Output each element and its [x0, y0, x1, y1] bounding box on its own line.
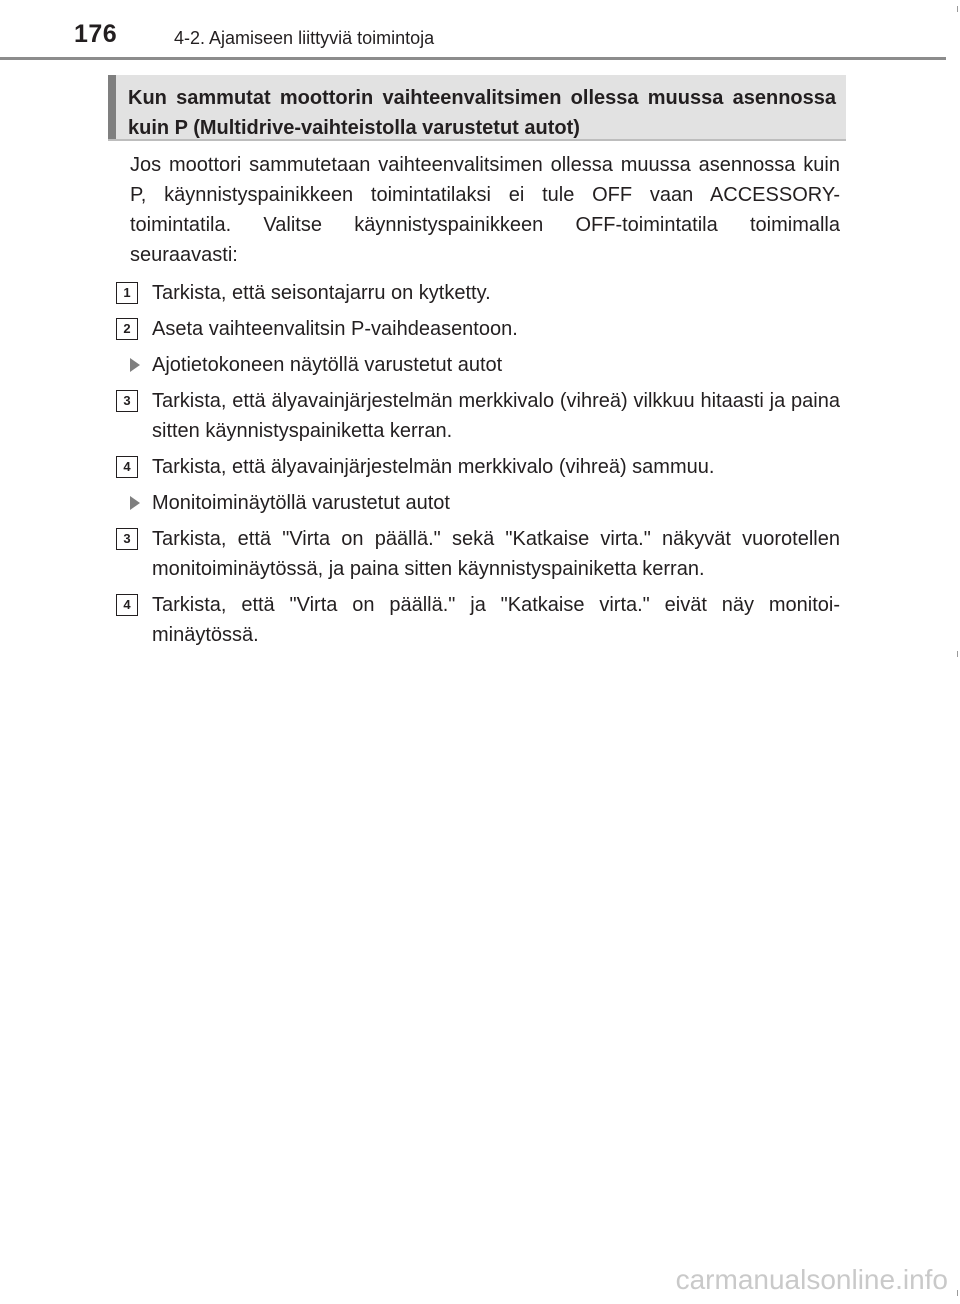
subheading-trip-computer	[130, 350, 840, 380]
step-number-badge: 3	[116, 528, 138, 550]
triangle-right-icon	[130, 358, 140, 372]
step-number-badge: 4	[116, 594, 138, 616]
section-heading	[108, 75, 846, 141]
subheading-text: Ajotietokoneen näytöllä varustetut autot	[152, 354, 503, 376]
step-number-badge: 3	[116, 390, 138, 412]
step-text: Tarkista, että älyavainjärjestelmän merkkivalo (vihreä) vilkkuu hitaasti ja paina sitten käynnistyspainiketta kerran.	[152, 390, 840, 442]
page-header	[0, 0, 960, 62]
page-number: 176	[74, 20, 118, 48]
header-rule	[0, 57, 946, 60]
section-heading-text: Kun sammutat moottorin vaihteenvalitsimen ollessa muussa asennossa kuin P (Multidrive-vaihteistolla varustetut autot)	[128, 87, 836, 139]
step-number-badge: 1	[116, 282, 138, 304]
heading-accent-bar	[108, 75, 116, 139]
main-content	[123, 150, 840, 656]
step-text: Aseta vaihteenvalitsin P-vaihdeasentoon.	[152, 318, 518, 340]
step-item	[123, 590, 840, 650]
step-item	[123, 452, 840, 482]
crop-mark	[957, 1290, 958, 1296]
intro-paragraph: Jos moottori sammutetaan vaihteenvalitsimen ollessa muussa asennossa kuin P, käynnistyspainikkeen toimintatilaksi ei tule OFF vaan ACCESSORY-toimintatila. Valitse käynnistyspainikkeen OFF-toimintatila toimimalla seuraavasti:	[130, 154, 840, 266]
step-text: Tarkista, että seisontajarru on kytketty.	[152, 282, 491, 304]
step-item	[123, 314, 840, 344]
step-number-badge: 4	[116, 456, 138, 478]
subheading-text: Monitoiminäytöllä varustetut autot	[152, 492, 450, 514]
watermark: carmanualsonline.info	[675, 1264, 948, 1295]
step-item	[123, 278, 840, 308]
crop-mark	[957, 6, 958, 12]
triangle-right-icon	[130, 496, 140, 510]
step-text: Tarkista, että "Virta on päällä." sekä "Katkaise virta." näkyvät vuorotellen monitoiminäytössä, ja paina sitten käynnistyspainiketta kerran.	[152, 528, 840, 580]
step-item	[123, 524, 840, 584]
step-text: Tarkista, että älyavainjärjestelmän merkkivalo (vihreä) sammuu.	[152, 456, 715, 478]
step-text: Tarkista, että "Virta on päällä." ja "Katkaise virta." eivät näy monitoiminäytössä.	[152, 594, 840, 646]
crop-mark	[957, 651, 958, 657]
step-number-badge: 2	[116, 318, 138, 340]
subheading-multi-display	[130, 488, 840, 518]
section-title: 4-2. Ajamiseen liittyviä toimintoja	[174, 28, 435, 48]
step-item	[123, 386, 840, 446]
